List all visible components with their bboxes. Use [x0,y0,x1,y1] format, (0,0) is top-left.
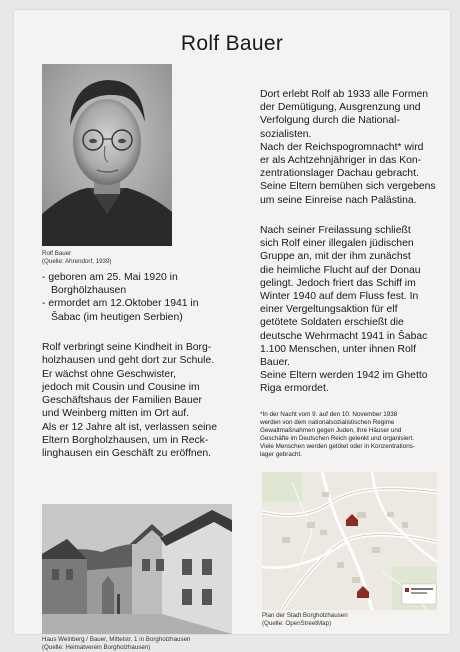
footnote: *In der Nacht vom 9. auf den 10. November 1938 werden von dem nationalsozialistischen Regime Gewaltmaßnahmen gegen Juden, ihre Häuser und Geschäfte im Deutschen Reich gelenkt und organisiert. Viele Menschen werden getötet oder in Konzentrations- lager gebracht. [260,411,415,459]
portrait-caption: Rolf Bauer (Quelle: Ahrendorf, 1939) [42,250,112,265]
house-photo [42,504,232,634]
page-title: Rolf Bauer [180,32,284,55]
memorial-poster [14,10,450,651]
bio-dates: - geboren am 25. Mai 1920 in Borghölzhausen - ermordet am 12.Oktober 1941 in Šabac (im heutigen Serbien) [42,272,199,323]
childhood-paragraph: Rolf verbringt seine Kindheit in Borg- holzhausen und geht dort zur Schule. Er wächst ohne Geschwister, jedoch mit Cousin und Cousine im Geschäftshaus der Familien Bauer und Weinberg mitten im Ort auf. Als er 12 Jahre alt ist, verlassen seine Eltern Borgholzhausen, um in Reck- linghausen ein Geschäft zu eröffnen. [42,342,217,460]
house-photo-caption: Haus Weinberg / Bauer, Mittelstr. 1 in Borgholzhausen (Quelle: Heimatverein Borgholzhausen) [42,636,191,651]
persecution-paragraph: Dort erlebt Rolf ab 1933 alle Formen der Demütigung, Ausgrenzung und Verfolgung durch die National- sozialisten. Nach der Reichspogromnacht* wird er als Achtzehnjähriger in das Kon- zentrationslager Dachau gebracht. Seine Eltern bemühen sich vergebens um seine Einreise nach Palästina. [260,89,436,206]
escape-paragraph: Nach seiner Freilassung schließt sich Rolf einer illegalen jüdischen Gruppe an, mit der ihm zunächst die heimliche Flucht auf der Donau gelingt. Jedoch friert das Schiff im Winter 1940 auf dem Fluss fest. In einer Vergeltungsaktion für elf getötete Soldaten erschießt die deutsche Wehrmacht 1941 in Šabac 1.100 Menschen, unter ihnen Rolf Bauer. Seine Eltern werden 1942 im Ghetto Riga ermordet. [260,225,428,395]
town-map [262,472,437,610]
portrait-photo [42,64,172,246]
map-caption: Plan der Stadt Borgholzhausen (Quelle: OpenStreetMap) [262,612,348,627]
